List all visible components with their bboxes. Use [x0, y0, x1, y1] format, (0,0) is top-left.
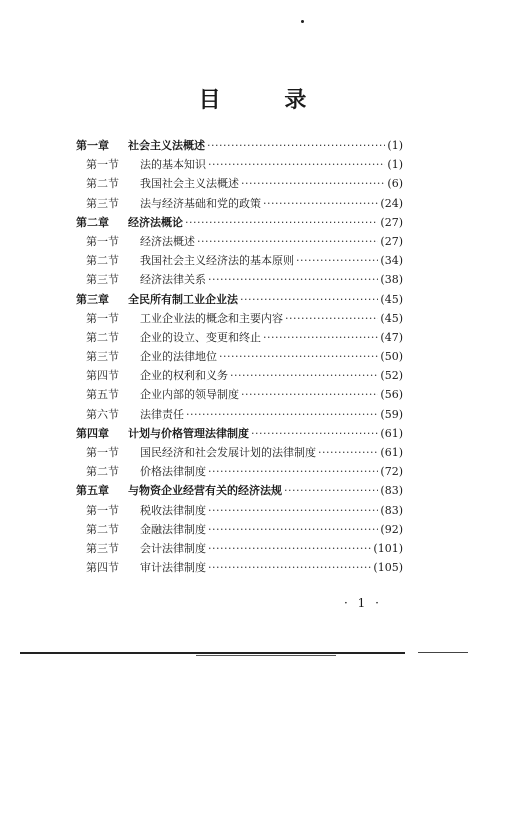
toc-page-number: (27)	[380, 215, 403, 229]
toc-entry-number: 第一节	[86, 311, 119, 325]
toc-page-number: (83)	[380, 503, 403, 517]
toc-section-row	[76, 270, 403, 289]
dot-leader	[263, 328, 378, 347]
dot-leader	[296, 251, 378, 270]
toc-entry-number: 第二节	[86, 465, 119, 479]
toc-section-row	[76, 462, 403, 481]
toc-entry-number: 第六节	[86, 407, 119, 421]
toc-entry-title: 计划与价格管理法律制度	[128, 426, 249, 440]
toc-page-number: (1)	[387, 158, 403, 172]
dot-leader	[185, 213, 378, 232]
dot-leader	[284, 481, 378, 500]
toc-entry-number: 第一节	[86, 234, 119, 248]
scan-edge-line-right	[418, 652, 468, 653]
toc-chapter-row	[76, 424, 403, 443]
dot-leader	[208, 501, 378, 520]
dot-leader	[208, 462, 378, 481]
toc-page-number: (105)	[373, 561, 403, 575]
toc-page-number: (61)	[380, 426, 403, 440]
toc-page-number: (83)	[380, 484, 403, 498]
toc-entry-title: 审计法律制度	[140, 561, 206, 575]
toc-section-row	[76, 174, 403, 193]
toc-entry-title: 我国社会主义经济法的基本原则	[140, 254, 294, 268]
toc-section-row	[76, 385, 403, 404]
toc-entry-title: 金融法律制度	[140, 522, 206, 536]
toc-entry-title: 企业内部的领导制度	[140, 388, 239, 402]
scan-edge-line-inner	[196, 655, 336, 656]
toc-section-row	[76, 347, 403, 366]
dot-leader	[251, 424, 378, 443]
toc-entry-number: 第三节	[86, 350, 119, 364]
page-number: · 1 ·	[344, 596, 382, 610]
toc-entry-title: 价格法律制度	[140, 465, 206, 479]
toc-page-number: (59)	[380, 407, 403, 421]
toc-page-number: (101)	[373, 541, 403, 555]
dot-leader	[285, 309, 378, 328]
toc-entry-number: 第一节	[86, 503, 119, 517]
toc-entry-title: 法与经济基础和党的政策	[140, 196, 261, 210]
toc-entry-number: 第五节	[86, 388, 119, 402]
toc-entry-number: 第三节	[86, 273, 119, 287]
toc-section-row	[76, 501, 403, 520]
toc-page-number: (50)	[380, 350, 403, 364]
dot-leader	[208, 539, 371, 558]
toc-entry-title: 经济法概论	[128, 215, 183, 229]
toc-entry-title: 会计法律制度	[140, 541, 206, 555]
dot-leader	[230, 366, 378, 385]
toc-page-number: (24)	[380, 196, 403, 210]
toc-entry-number: 第一节	[86, 158, 119, 172]
dot-leader	[219, 347, 378, 366]
toc-entry-title: 法的基本知识	[140, 158, 206, 172]
toc-page-number: (52)	[380, 369, 403, 383]
toc-entry-title: 经济法概述	[140, 234, 195, 248]
toc-entry-number: 第五章	[76, 484, 109, 498]
toc-entry-number: 第二节	[86, 522, 119, 536]
toc-chapter-row	[76, 481, 403, 500]
toc-chapter-row	[76, 136, 403, 155]
toc-page-number: (92)	[380, 522, 403, 536]
toc-entry-number: 第二章	[76, 215, 109, 229]
dot-leader	[240, 290, 378, 309]
toc-page-number: (61)	[380, 446, 403, 459]
toc-entry-number: 第三节	[86, 541, 119, 555]
toc-page-number: (6)	[387, 177, 403, 191]
toc-entry-number: 第三章	[76, 292, 109, 306]
toc-entry-title: 企业的法律地位	[140, 350, 217, 364]
toc-page-number: (27)	[380, 234, 403, 248]
dot-leader	[318, 443, 378, 462]
toc-entry-title: 经济法律关系	[140, 273, 206, 287]
toc-entry-number: 第二节	[86, 177, 119, 191]
toc-page-number: (38)	[380, 273, 403, 287]
toc-section-row	[76, 155, 403, 174]
toc-section-row	[76, 558, 403, 577]
toc-entry-number: 第二节	[86, 254, 119, 268]
dot-leader	[241, 174, 385, 193]
toc-section-row	[76, 232, 403, 251]
toc-page-number: (72)	[380, 465, 403, 479]
toc-entry-title: 全民所有制工业企业法	[128, 292, 238, 306]
dot-leader	[186, 405, 378, 424]
dot-leader	[197, 232, 378, 251]
toc-entry-title: 社会主义法概述	[128, 139, 205, 152]
toc-entry-title: 与物资企业经营有关的经济法规	[128, 484, 282, 498]
toc-entry-title: 企业的权利和义务	[140, 369, 228, 383]
toc-entry-number: 第一节	[86, 446, 119, 459]
toc-entry-title: 国民经济和社会发展计划的法律制度	[140, 446, 316, 459]
toc-section-row	[76, 328, 403, 347]
toc-entry-title: 企业的设立、变更和终止	[140, 330, 261, 344]
ink-speck	[301, 20, 304, 23]
toc-page-number: (56)	[380, 388, 403, 402]
toc-entry-title: 工业企业法的概念和主要内容	[140, 311, 283, 325]
dot-leader	[208, 558, 371, 577]
toc-section-row	[76, 251, 403, 270]
toc-page-number: (45)	[380, 292, 403, 306]
toc-section-row	[76, 539, 403, 558]
toc-page-number: (34)	[380, 254, 403, 268]
scan-edge-line	[20, 652, 405, 654]
toc-page-number: (45)	[380, 311, 403, 325]
toc-chapter-row	[76, 213, 403, 232]
toc-section-row	[76, 520, 403, 539]
dot-leader	[208, 155, 385, 174]
table-of-contents	[76, 136, 403, 577]
toc-entry-number: 第四节	[86, 561, 119, 575]
dot-leader	[241, 385, 378, 404]
toc-page-number: (47)	[380, 330, 403, 344]
toc-section-row	[76, 443, 403, 462]
toc-entry-number: 第一章	[76, 139, 109, 152]
toc-chapter-row	[76, 290, 403, 309]
toc-entry-number: 第四节	[86, 369, 119, 383]
toc-section-row	[76, 405, 403, 424]
dot-leader	[207, 136, 385, 155]
toc-entry-number: 第三节	[86, 196, 119, 210]
toc-entry-number: 第二节	[86, 330, 119, 344]
dot-leader	[208, 270, 378, 289]
toc-entry-number: 第四章	[76, 426, 109, 440]
toc-entry-title: 我国社会主义法概述	[140, 177, 239, 191]
toc-section-row	[76, 194, 403, 213]
toc-entry-title: 税收法律制度	[140, 503, 206, 517]
toc-section-row	[76, 366, 403, 385]
toc-section-row	[76, 309, 403, 328]
dot-leader	[263, 194, 378, 213]
toc-page-number: (1)	[387, 139, 403, 152]
page-title: 目 录	[198, 88, 335, 113]
dot-leader	[208, 520, 378, 539]
toc-entry-title: 法律责任	[140, 407, 184, 421]
